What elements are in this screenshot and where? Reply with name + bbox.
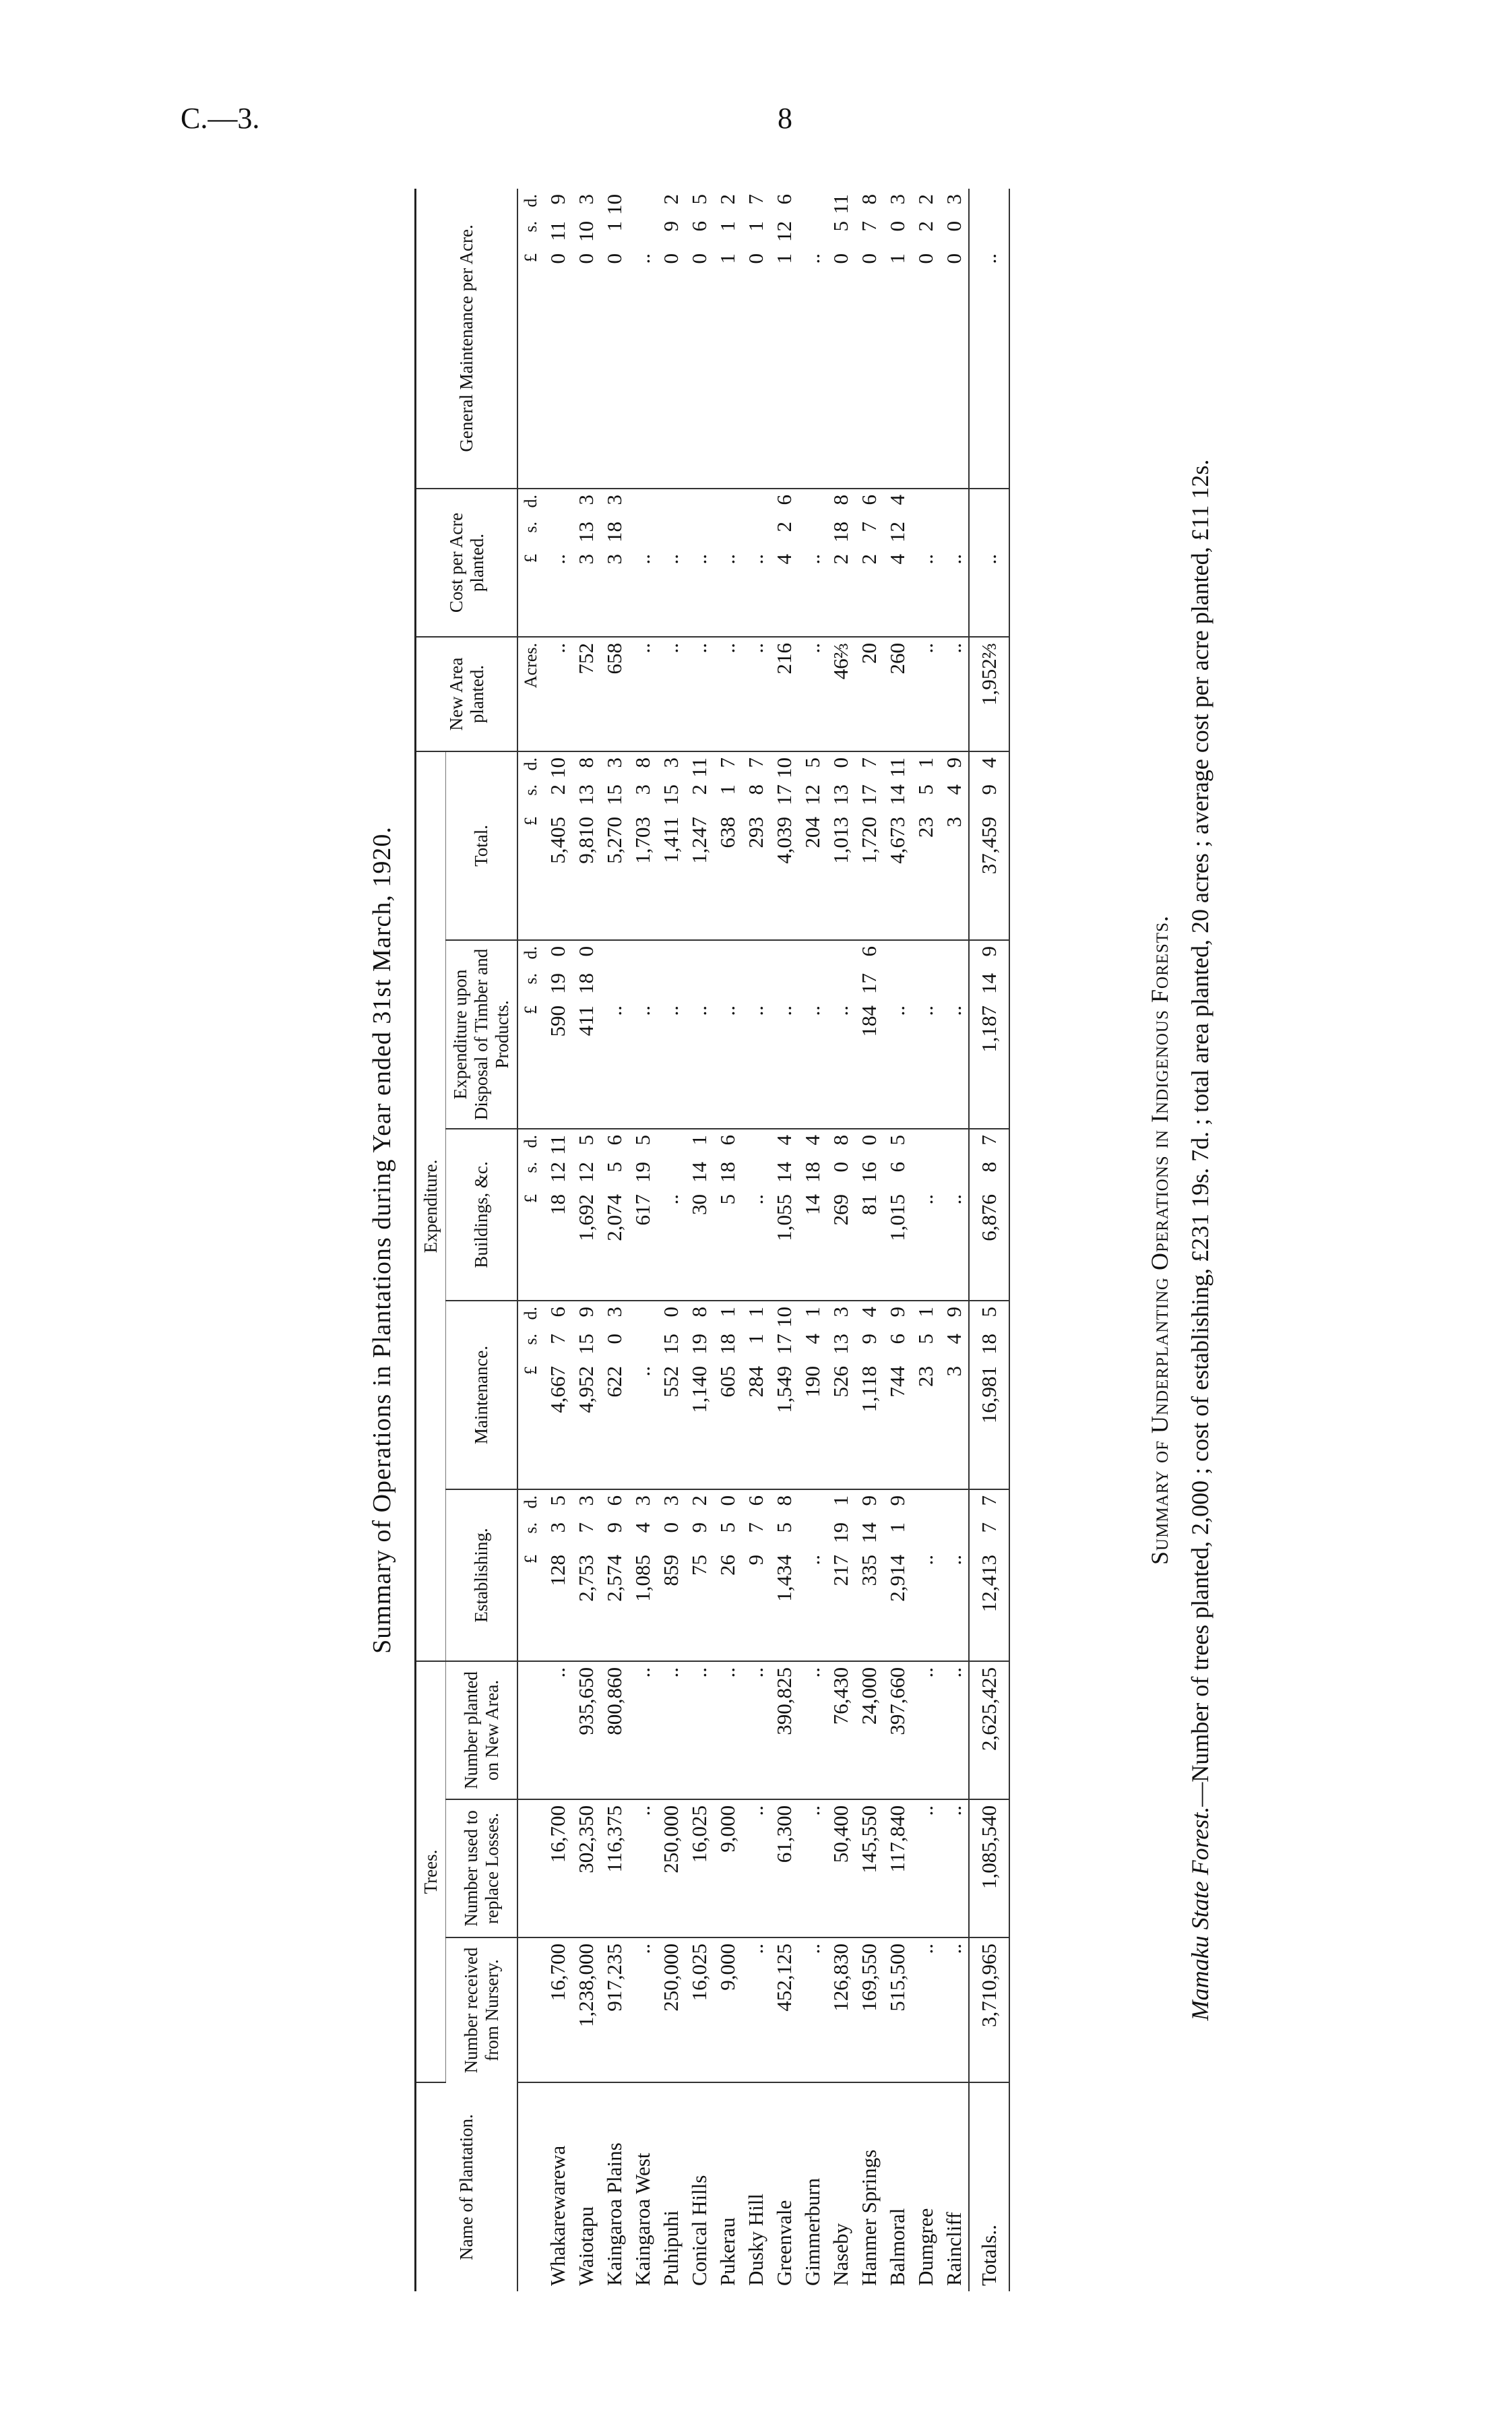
replace-cell: 117,840 [883,1799,912,1937]
new-area-cell: 1,952⅔ [969,637,1009,751]
planted-cell: .. [940,1661,969,1799]
buildings-cell: 1,692125 [572,1129,600,1301]
planted-cell: 24,000 [855,1661,883,1799]
disposal-cell: .. [657,940,685,1129]
plantation-name: Puhipuhi [659,2210,683,2286]
rotated-table-region [367,189,1243,2291]
table-row [940,189,969,2291]
header-cost-per-acre: Cost per Acre planted. [416,489,518,637]
received-cell: 16,025 [685,1937,714,2082]
replace-cell: 1,085,540 [969,1799,1009,1937]
establishing-cell: 976 [742,1489,770,1661]
unit-cell: £s.d. [517,940,544,1129]
planted-cell: .. [798,1661,827,1799]
buildings-cell: .. [742,1129,770,1301]
header-buildings: Buildings, &c. [446,1129,518,1301]
plantation-name: Balmoral [885,2208,910,2286]
table-row [798,189,827,2291]
total-cell: 2351 [912,751,940,940]
new-area-cell: .. [544,637,572,751]
header-establishing: Establishing. [446,1489,518,1661]
header-general-maintenance: General Maintenance per Acre. [416,189,518,489]
planted-cell: .. [544,1661,572,1799]
unit-cell: £s.d. [517,1301,544,1489]
header-name: Name of Plantation. [416,2082,518,2291]
cost-per-acre-cell: 3133 [572,489,600,637]
note-text: —Number of trees planted, 2,000 ; cost of establishing, £231 19s. 7d. ; total area planted, 20 acres ; average cost per acre planted, £11 12s. [1187,459,1214,1807]
received-cell: 1,238,000 [572,1937,600,2082]
cost-per-acre-cell: .. [685,489,714,637]
establishing-cell: 2,57496 [600,1489,629,1661]
plantation-name: Gimmerburn [800,2177,825,2286]
received-cell: .. [798,1937,827,2082]
cost-per-acre-cell: .. [969,489,1009,637]
table-row [629,189,657,2291]
total-cell: 29387 [742,751,770,940]
new-area-cell: 752 [572,637,600,751]
maintenance-cell: 526133 [827,1301,855,1489]
general-maintenance-cell: 092 [657,189,685,489]
planted-cell: .. [629,1661,657,1799]
table-body [517,189,1009,2291]
general-maintenance-cell: 0119 [544,189,572,489]
establishing-cell: 1,08543 [629,1489,657,1661]
table-row [657,189,685,2291]
total-cell: 1,720177 [855,751,883,940]
establishing-cell: 335149 [855,1489,883,1661]
replace-cell: 16,025 [685,1799,714,1937]
buildings-cell: 5186 [714,1129,742,1301]
disposal-cell: .. [912,940,940,1129]
establishing-cell: 2,75373 [572,1489,600,1661]
new-area-cell: .. [629,637,657,751]
new-area-cell: .. [798,637,827,751]
buildings-cell: .. [912,1129,940,1301]
plantation-name: Kaingaroa West [631,2152,655,2286]
establishing-cell: 85903 [657,1489,685,1661]
unit-row [517,189,544,2291]
cost-per-acre-cell: .. [657,489,685,637]
general-maintenance-cell: 003 [940,189,969,489]
plantation-name: Pukerau [716,2217,740,2286]
header-maintenance: Maintenance. [446,1301,518,1489]
cost-per-acre-cell: .. [714,489,742,637]
table-row [742,189,770,2291]
disposal-cell: .. [770,940,798,1129]
replace-cell: .. [912,1799,940,1937]
header-replace: Number used to replace Losses. [446,1799,518,1937]
table-row [883,189,912,2291]
total-cell: 37,45994 [969,751,1009,940]
maintenance-cell: 16,981185 [969,1301,1009,1489]
establishing-cell: .. [912,1489,940,1661]
new-area-cell: .. [912,637,940,751]
maintenance-cell: 19041 [798,1301,827,1489]
mamaku-note [1186,189,1214,2291]
maintenance-cell: 28411 [742,1301,770,1489]
replace-cell: 9,000 [714,1799,742,1937]
plantation-name: Greenvale [772,2200,796,2286]
new-area-cell: .. [742,637,770,751]
replace-cell: 145,550 [855,1799,883,1937]
cost-per-acre-cell: .. [544,489,572,637]
received-cell: 9,000 [714,1937,742,2082]
table-row [685,189,714,2291]
plantation-name: Dusky Hill [744,2194,768,2286]
plantation-name: Totals.. [969,2082,1009,2291]
header-planted: Number planted on New Area. [446,1661,518,1799]
header-new-area: New Area planted. [416,637,518,751]
unit-cell: £s.d. [517,1489,544,1661]
plantation-name: Conical Hills [687,2175,712,2286]
establishing-cell: 12835 [544,1489,572,1661]
cost-per-acre-cell: 4124 [883,489,912,637]
received-cell: 126,830 [827,1937,855,2082]
cost-per-acre-cell: .. [912,489,940,637]
general-maintenance-cell: 1126 [770,189,798,489]
received-cell: 917,235 [600,1937,629,2082]
unit-cell: £s.d. [517,189,544,489]
general-maintenance-cell: .. [798,189,827,489]
maintenance-cell: .. [629,1301,657,1489]
buildings-cell: 6,87687 [969,1129,1009,1301]
general-maintenance-cell: .. [629,189,657,489]
header-expenditure: Expenditure. [416,751,446,1661]
cost-per-acre-cell: 2188 [827,489,855,637]
cost-per-acre-cell: 276 [855,489,883,637]
buildings-cell: 181211 [544,1129,572,1301]
underplanting-heading: Summary of Underplanting Operations in Indigenous Forests. [1146,915,1173,1565]
general-maintenance-cell: 112 [714,189,742,489]
disposal-cell: .. [827,940,855,1129]
total-cell: 9,810138 [572,751,600,940]
new-area-cell: .. [685,637,714,751]
disposal-cell: .. [883,940,912,1129]
plantation-name: Waiotapu [574,2206,598,2286]
new-area-cell: 20 [855,637,883,751]
maintenance-cell: 1,5491710 [770,1301,798,1489]
total-cell: 1,247211 [685,751,714,940]
establishing-cell: 2,91419 [883,1489,912,1661]
establishing-cell: 7592 [685,1489,714,1661]
disposal-cell: .. [742,940,770,1129]
plantation-name: Dumgree [914,2208,938,2286]
replace-cell: .. [742,1799,770,1937]
plantations-table [414,189,1010,2291]
disposal-cell: 411180 [572,940,600,1129]
establishing-cell: 2650 [714,1489,742,1661]
buildings-cell: 81160 [855,1129,883,1301]
received-cell: .. [742,1937,770,2082]
planted-cell: 76,430 [827,1661,855,1799]
plantation-name: Kaingaroa Plains [602,2142,627,2286]
plantation-name: Naseby [829,2223,853,2286]
buildings-cell: .. [940,1129,969,1301]
total-cell: 1,013130 [827,751,855,940]
general-maintenance-cell: .. [969,189,1009,489]
planted-cell: .. [714,1661,742,1799]
maintenance-cell: 4,66776 [544,1301,572,1489]
general-maintenance-cell: 0511 [827,189,855,489]
planted-cell: 397,660 [883,1661,912,1799]
planted-cell: .. [685,1661,714,1799]
maintenance-cell: 62203 [600,1301,629,1489]
planted-cell: 800,860 [600,1661,629,1799]
cost-per-acre-cell: 3183 [600,489,629,637]
total-cell: 349 [940,751,969,940]
table-row [600,189,629,2291]
received-cell: 169,550 [855,1937,883,2082]
new-area-cell: 260 [883,637,912,751]
replace-cell: .. [940,1799,969,1937]
disposal-cell: 1,187149 [969,940,1009,1129]
table-row [912,189,940,2291]
establishing-cell: 12,41377 [969,1489,1009,1661]
planted-cell: .. [742,1661,770,1799]
total-cell: 5,270153 [600,751,629,940]
received-cell: 515,500 [883,1937,912,2082]
total-cell: 1,411153 [657,751,685,940]
disposal-cell: .. [600,940,629,1129]
replace-cell: 302,350 [572,1799,600,1937]
replace-cell: 16,700 [544,1799,572,1937]
cost-per-acre-cell: .. [940,489,969,637]
total-cell: 63817 [714,751,742,940]
planted-cell: .. [657,1661,685,1799]
general-maintenance-cell: 065 [685,189,714,489]
maintenance-cell: 552150 [657,1301,685,1489]
establishing-cell: 217191 [827,1489,855,1661]
establishing-cell: .. [940,1489,969,1661]
disposal-cell: .. [629,940,657,1129]
plantation-name: Hanmer Springs [857,2149,881,2286]
received-cell: 452,125 [770,1937,798,2082]
header-received: Number received from Nursery. [446,1937,518,2082]
totals-row [969,189,1009,2291]
maintenance-cell: 2351 [912,1301,940,1489]
table-title: Summary of Operations in Plantations during Year ended 31st March, 1920. [368,826,396,1654]
page-reference: C.—3. [181,102,260,135]
new-area-cell: .. [714,637,742,751]
general-maintenance-cell: 0103 [572,189,600,489]
total-cell: 4,6731411 [883,751,912,940]
replace-cell: .. [798,1799,827,1937]
table-row [714,189,742,2291]
table-row [770,189,798,2291]
cost-per-acre-cell: 426 [770,489,798,637]
new-area-cell: .. [657,637,685,751]
establishing-cell: .. [798,1489,827,1661]
maintenance-cell: 1,140198 [685,1301,714,1489]
maintenance-cell: 349 [940,1301,969,1489]
disposal-cell: 184176 [855,940,883,1129]
disposal-cell: .. [798,940,827,1129]
table-row [544,189,572,2291]
unit-acres: Acres. [517,637,544,751]
disposal-cell: .. [940,940,969,1129]
header-trees: Trees. [416,1661,446,2082]
establishing-cell: 1,43458 [770,1489,798,1661]
disposal-cell: .. [714,940,742,1129]
buildings-cell: 2,07456 [600,1129,629,1301]
planted-cell: 2,625,425 [969,1661,1009,1799]
plantation-name: Raincliff [942,2212,966,2286]
new-area-cell: 658 [600,637,629,751]
new-area-cell: 46⅔ [827,637,855,751]
page-number: 8 [778,102,792,135]
table-row [572,189,600,2291]
general-maintenance-cell: 103 [883,189,912,489]
planted-cell: .. [912,1661,940,1799]
total-cell: 1,70338 [629,751,657,940]
plantation-name: Whakarewarewa [546,2145,570,2286]
buildings-cell: 617195 [629,1129,657,1301]
replace-cell: .. [629,1799,657,1937]
cost-per-acre-cell: .. [742,489,770,637]
maintenance-cell: 4,952159 [572,1301,600,1489]
received-cell: .. [629,1937,657,2082]
header-total: Total. [446,751,518,940]
received-cell: .. [912,1937,940,2082]
note-lead: Mamaku State Forest. [1187,1806,1214,2021]
maintenance-cell: 74469 [883,1301,912,1489]
maintenance-cell: 1,11894 [855,1301,883,1489]
replace-cell: 61,300 [770,1799,798,1937]
header-disposal: Expenditure upon Disposal of Timber and Products. [446,940,518,1129]
buildings-cell: 30141 [685,1129,714,1301]
general-maintenance-cell: 078 [855,189,883,489]
planted-cell: 935,650 [572,1661,600,1799]
new-area-cell: 216 [770,637,798,751]
table-row [827,189,855,2291]
received-cell: 250,000 [657,1937,685,2082]
buildings-cell: 14184 [798,1129,827,1301]
unit-cell: £s.d. [517,1129,544,1301]
replace-cell: 50,400 [827,1799,855,1937]
total-cell: 204125 [798,751,827,940]
table-row [855,189,883,2291]
replace-cell: 116,375 [600,1799,629,1937]
general-maintenance-cell: 022 [912,189,940,489]
replace-cell: 250,000 [657,1799,685,1937]
cost-per-acre-cell: .. [798,489,827,637]
unit-cell: £s.d. [517,489,544,637]
maintenance-cell: 605181 [714,1301,742,1489]
total-cell: 4,0391710 [770,751,798,940]
disposal-cell: .. [685,940,714,1129]
buildings-cell: 26908 [827,1129,855,1301]
general-maintenance-cell: 0110 [600,189,629,489]
planted-cell: 390,825 [770,1661,798,1799]
received-cell: 3,710,965 [969,1937,1009,2082]
buildings-cell: 1,055144 [770,1129,798,1301]
unit-cell: £s.d. [517,751,544,940]
buildings-cell: 1,01565 [883,1129,912,1301]
received-cell: .. [940,1937,969,2082]
cost-per-acre-cell: .. [629,489,657,637]
received-cell: 16,700 [544,1937,572,2082]
new-area-cell: .. [940,637,969,751]
general-maintenance-cell: 017 [742,189,770,489]
total-cell: 5,405210 [544,751,572,940]
disposal-cell: 590190 [544,940,572,1129]
buildings-cell: .. [657,1129,685,1301]
